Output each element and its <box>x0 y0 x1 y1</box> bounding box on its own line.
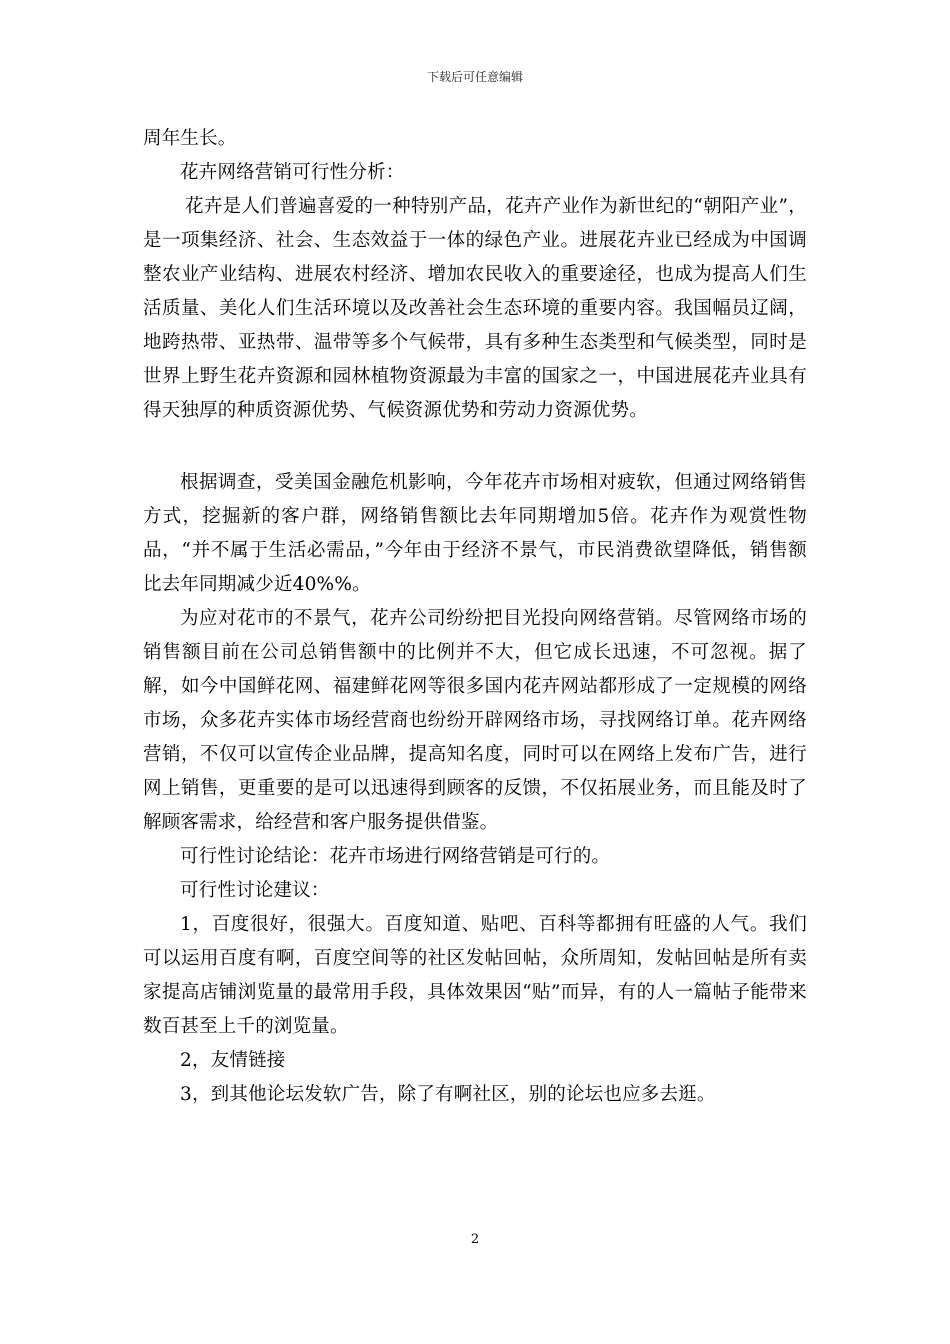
paragraph-market-survey: 根据调查，受美国金融危机影响，今年花卉市场相对疲软，但通过网络销售方式，挖掘新的客户群，网络销售额比去年同期增加5倍。花卉作为观赏性物品，“并不属于生活必需品，”今年由于经济不景气，市民消费欲望降低，销售额比去年同期减少近40%%。 <box>143 472 807 595</box>
list-item-suggestion-1: 1，百度很好，很强大。百度知道、贴吧、百科等都拥有旺盛的人气。我们可以运用百度有啊，百度空间等的社区发帖回帖，众所周知，发帖回帖是所有卖家提高店铺浏览量的最常用手段，具体效果因“贴”而异，有的人一篇帖子能带来数百甚至上千的浏览量。 <box>143 914 807 1037</box>
section-heading-feasibility: 花卉网络营销可行性分析： <box>180 162 405 183</box>
section-heading-suggestions: 可行性讨论建议： <box>180 880 330 901</box>
paragraph-continuation: 周年生长。 <box>143 128 237 149</box>
paragraph-industry-overview: 花卉是人们普遍喜爱的一种特别产品，花卉产业作为新世纪的“朝阳产业”，是一项集经济、社会、生态效益于一体的绿色产业。进展花卉业已经成为中国调整农业产业结构、进展农村经济、增加农民收入的重要途径，也成为提高人们生活质量、美化人们生活环境以及改善社会生态环境的重要内容。我国幅员辽阔，地跨热带、亚热带、温带等多个气候带，具有多种生态类型和气候类型，同时是世界上野生花卉资源和园林植物资源最为丰富的国家之一，中国进展花卉业具有得天独厚的种质资源优势、气候资源优势和劳动力资源优势。 <box>143 196 807 421</box>
paragraph-gap <box>143 428 807 466</box>
page-header: 下载后可任意编辑 <box>426 70 523 84</box>
list-item-suggestion-2: 2，友情链接 <box>180 1050 286 1071</box>
document-body <box>143 122 807 1112</box>
paragraph-online-marketing: 为应对花市的不景气，花卉公司纷纷把目光投向网络营销。尽管网络市场的销售额目前在公司总销售额中的比例并不大，但它成长迅速，不可忽视。据了解，如今中国鲜花网、福建鲜花网等很多国内花卉网站都形成了一定规模的网络市场，众多花卉实体市场经营商也纷纷开辟网络市场，寻找网络订单。花卉网络营销，不仅可以宣传企业品牌，提高知名度，同时可以在网络上发布广告，进行网上销售，更重要的是可以迅速得到顾客的反馈，不仅拓展业务，而且能及时了解顾客需求，给经营和客户服务提供借鉴。 <box>143 608 807 833</box>
page-number: 2 <box>470 1232 480 1247</box>
paragraph-conclusion: 可行性讨论结论：花卉市场进行网络营销是可行的。 <box>180 846 611 867</box>
list-item-suggestion-3: 3，到其他论坛发软广告，除了有啊社区，别的论坛也应多去逛。 <box>180 1084 716 1105</box>
